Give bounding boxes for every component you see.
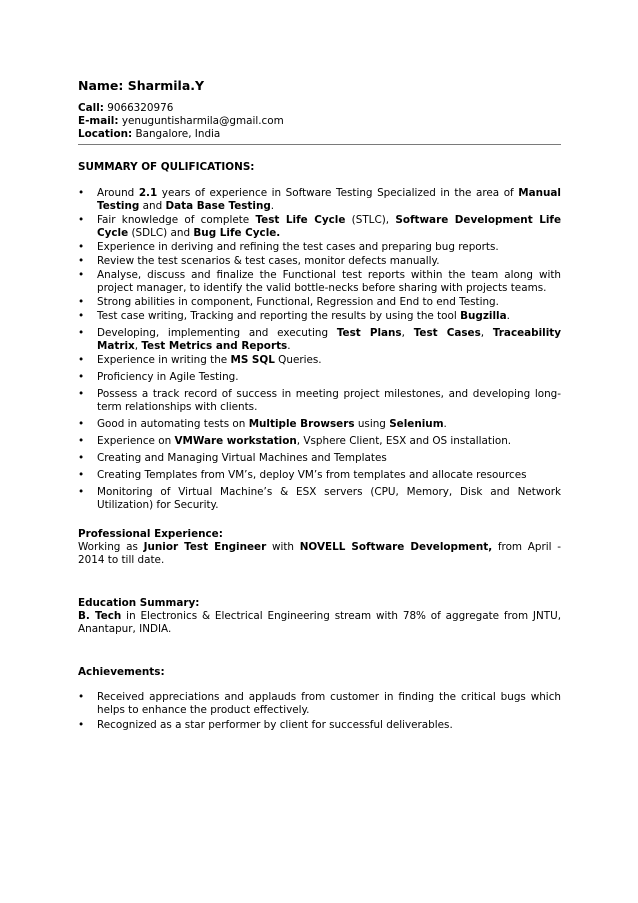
summary-item bbox=[78, 418, 561, 431]
bold-text: Selenium bbox=[389, 418, 444, 430]
professional-section bbox=[78, 528, 561, 567]
summary-item bbox=[78, 214, 561, 240]
text: . bbox=[287, 340, 291, 352]
summary-item bbox=[78, 187, 561, 213]
bold-text: Manual Testing bbox=[97, 187, 561, 212]
bold-text: B. Tech bbox=[78, 610, 122, 622]
bullet-icon: • bbox=[78, 435, 85, 447]
header-divider bbox=[78, 144, 561, 145]
achievements-list bbox=[78, 691, 561, 732]
summary-item bbox=[78, 371, 561, 384]
bold-text: Test Plans bbox=[336, 327, 402, 339]
summary-item bbox=[78, 354, 561, 367]
bold-text: Data Base Testing bbox=[165, 200, 271, 212]
text: Creating Templates from VM’s, deploy VM’s from templates and allocate resources bbox=[97, 469, 527, 481]
phone-line bbox=[78, 102, 561, 115]
text: Experience on bbox=[97, 435, 175, 447]
text: . bbox=[270, 200, 275, 212]
summary-list bbox=[78, 187, 561, 512]
bold-text: MS SQL bbox=[230, 354, 275, 366]
achievements-heading: Achievements: bbox=[78, 666, 165, 678]
summary-item bbox=[78, 486, 561, 512]
text: with bbox=[266, 541, 300, 553]
education-section bbox=[78, 597, 561, 636]
education-heading: Education Summary: bbox=[78, 597, 200, 609]
bullet-icon: • bbox=[78, 269, 85, 281]
text: Fair knowledge of complete bbox=[97, 214, 256, 226]
contact-block bbox=[78, 102, 561, 141]
resume-page bbox=[78, 78, 561, 734]
professional-heading: Professional Experience: bbox=[78, 528, 223, 540]
summary-item bbox=[78, 327, 561, 353]
text: Strong abilities in component, Functional, Regression and End to end Testing. bbox=[97, 296, 499, 308]
summary-item bbox=[78, 435, 561, 448]
summary-item bbox=[78, 452, 561, 465]
text: Analyse, discuss and finalize the Functional test reports within the team along with project manager, to identify the valid bottle-necks before sharing with projects teams. bbox=[97, 269, 561, 294]
email-value: yenuguntisharmila@gmail.com bbox=[121, 115, 284, 127]
location-line bbox=[78, 128, 561, 141]
education-text bbox=[78, 610, 561, 636]
candidate-name: Name: Sharmila.Y bbox=[78, 78, 205, 93]
text: and bbox=[139, 200, 166, 212]
professional-text bbox=[78, 541, 561, 567]
bullet-icon: • bbox=[78, 719, 85, 731]
text: Working as bbox=[78, 541, 144, 553]
summary-item bbox=[78, 469, 561, 482]
text: Possess a track record of success in meeting project milestones, and developing long-term relationships with clients. bbox=[97, 388, 561, 413]
bullet-icon: • bbox=[78, 354, 85, 366]
bullet-icon: • bbox=[78, 255, 85, 267]
bullet-icon: • bbox=[78, 187, 85, 199]
summary-item bbox=[78, 388, 561, 414]
text: Queries. bbox=[274, 354, 322, 366]
text: . bbox=[506, 310, 510, 322]
bullet-icon: • bbox=[78, 371, 85, 383]
text: Recognized as a star performer by client for successful deliverables. bbox=[97, 719, 453, 731]
bullet-icon: • bbox=[78, 241, 85, 253]
bullet-icon: • bbox=[78, 469, 85, 481]
bullet-icon: • bbox=[78, 296, 85, 308]
bold-text: Test Cases bbox=[413, 327, 481, 339]
bold-text: Traceability Matrix bbox=[97, 327, 562, 352]
summary-item bbox=[78, 296, 561, 309]
bold-text: Junior Test Engineer bbox=[143, 541, 267, 553]
phone-value: 9066320976 bbox=[107, 102, 174, 114]
text: in Electronics & Electrical Engineering stream with 78% of aggregate from JNTU, Anantapur, INDIA. bbox=[78, 610, 561, 635]
text: Received appreciations and applauds from customer in finding the critical bugs which helps to enhance the product effectively. bbox=[97, 691, 561, 716]
text: from April - 2014 to till date. bbox=[78, 541, 561, 566]
bullet-icon: • bbox=[78, 452, 85, 464]
text: (SDLC) and bbox=[128, 227, 194, 239]
bullet-icon: • bbox=[78, 310, 85, 322]
text: (STLC), bbox=[345, 214, 396, 226]
bold-text: Multiple Browsers bbox=[248, 418, 355, 430]
text: years of experience in Software Testing Specialized in the area of bbox=[157, 187, 519, 199]
bullet-icon: • bbox=[78, 486, 85, 498]
bullet-icon: • bbox=[78, 388, 85, 400]
bold-text: VMWare workstation bbox=[174, 435, 297, 447]
bold-text: Bugzilla bbox=[460, 310, 507, 322]
text: Experience in deriving and refining the test cases and preparing bug reports. bbox=[97, 241, 499, 253]
achievements-section bbox=[78, 666, 561, 732]
bullet-icon: • bbox=[78, 418, 85, 430]
text: Test case writing, Tracking and reporting the results by using the tool bbox=[97, 310, 461, 322]
summary-item bbox=[78, 310, 561, 323]
text: Review the test scenarios & test cases, monitor defects manually. bbox=[97, 255, 440, 267]
location-label: Location: bbox=[78, 128, 133, 140]
bold-text: Test Life Cycle bbox=[255, 214, 346, 226]
bold-text: 2.1 bbox=[138, 187, 158, 199]
text: , bbox=[134, 340, 142, 352]
text: Developing, implementing and executing bbox=[97, 327, 337, 339]
text: , bbox=[401, 327, 414, 339]
email-line bbox=[78, 115, 561, 128]
summary-item bbox=[78, 255, 561, 268]
achievement-item bbox=[78, 719, 561, 732]
text: Good in automating tests on bbox=[97, 418, 249, 430]
summary-section bbox=[78, 161, 561, 512]
summary-heading: SUMMARY OF QULIFICATIONS: bbox=[78, 161, 255, 173]
bullet-icon: • bbox=[78, 214, 85, 226]
text: Around bbox=[97, 187, 139, 199]
text: , bbox=[480, 327, 493, 339]
text: Creating and Managing Virtual Machines and Templates bbox=[97, 452, 387, 464]
achievement-item bbox=[78, 691, 561, 717]
location-value: Bangalore, India bbox=[135, 128, 221, 140]
bold-text: Bug Life Cycle. bbox=[193, 227, 281, 239]
bold-text: Software Development Life Cycle bbox=[97, 214, 561, 239]
bold-text: Test Metrics and Reports bbox=[141, 340, 288, 352]
summary-item bbox=[78, 241, 561, 254]
text: , Vsphere Client, ESX and OS installation. bbox=[296, 435, 512, 447]
phone-label: Call: bbox=[78, 102, 104, 114]
text: Monitoring of Virtual Machine’s & ESX servers (CPU, Memory, Disk and Network Utilization) for Security. bbox=[97, 486, 561, 511]
bold-text: NOVELL Software Development, bbox=[299, 541, 493, 553]
text: using bbox=[354, 418, 390, 430]
text: . bbox=[443, 418, 447, 430]
summary-item bbox=[78, 269, 561, 295]
text: Experience in writing the bbox=[97, 354, 231, 366]
text: Proficiency in Agile Testing. bbox=[97, 371, 239, 383]
email-label: E-mail: bbox=[78, 115, 119, 127]
bullet-icon: • bbox=[78, 327, 85, 339]
bullet-icon: • bbox=[78, 691, 85, 703]
